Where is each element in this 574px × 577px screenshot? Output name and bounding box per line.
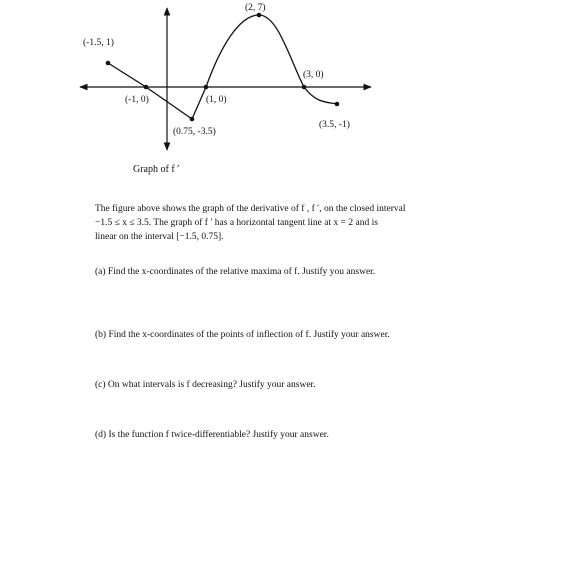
point-marker — [257, 13, 262, 18]
point-marker — [302, 85, 307, 90]
curve-segment — [206, 15, 337, 104]
question-a: (a) Find the x-coordinates of the relative maxima of f. Justify you answer. — [95, 267, 376, 277]
intro-line: The figure above shows the graph of the derivative of f , f ′, on the closed interval — [95, 204, 406, 214]
point-label: (-1, 0) — [125, 95, 149, 105]
question-c: (c) On what intervals is f decreasing? Justify your answer. — [95, 380, 316, 390]
point-marker — [335, 102, 340, 107]
intro-line: linear on the interval [−1.5, 0.75]. — [95, 232, 224, 242]
point-label: (3, 0) — [303, 70, 324, 80]
point-label: (-1.5, 1) — [83, 38, 114, 48]
problem-intro — [95, 202, 495, 244]
point-marker — [144, 85, 149, 90]
linear-segment — [108, 63, 206, 119]
question-d: (d) Is the function f twice-differentiable? Justify your answer. — [95, 430, 329, 440]
intro-line: −1.5 ≤ x ≤ 3.5. The graph of f ′ has a horizontal tangent line at x = 2 and is — [95, 218, 378, 228]
point-marker — [106, 61, 111, 66]
point-label: (3.5, -1) — [319, 120, 350, 130]
point-label: (2, 7) — [245, 3, 266, 13]
point-marker — [204, 85, 209, 90]
question-b: (b) Find the x-coordinates of the points of inflection of f. Justify your answer. — [95, 330, 390, 340]
point-marker — [190, 117, 195, 122]
point-label: (0.75, -3.5) — [173, 127, 216, 137]
derivative-graph — [0, 0, 574, 200]
figure-caption: Graph of f ′ — [133, 164, 180, 175]
point-label: (1, 0) — [206, 95, 227, 105]
